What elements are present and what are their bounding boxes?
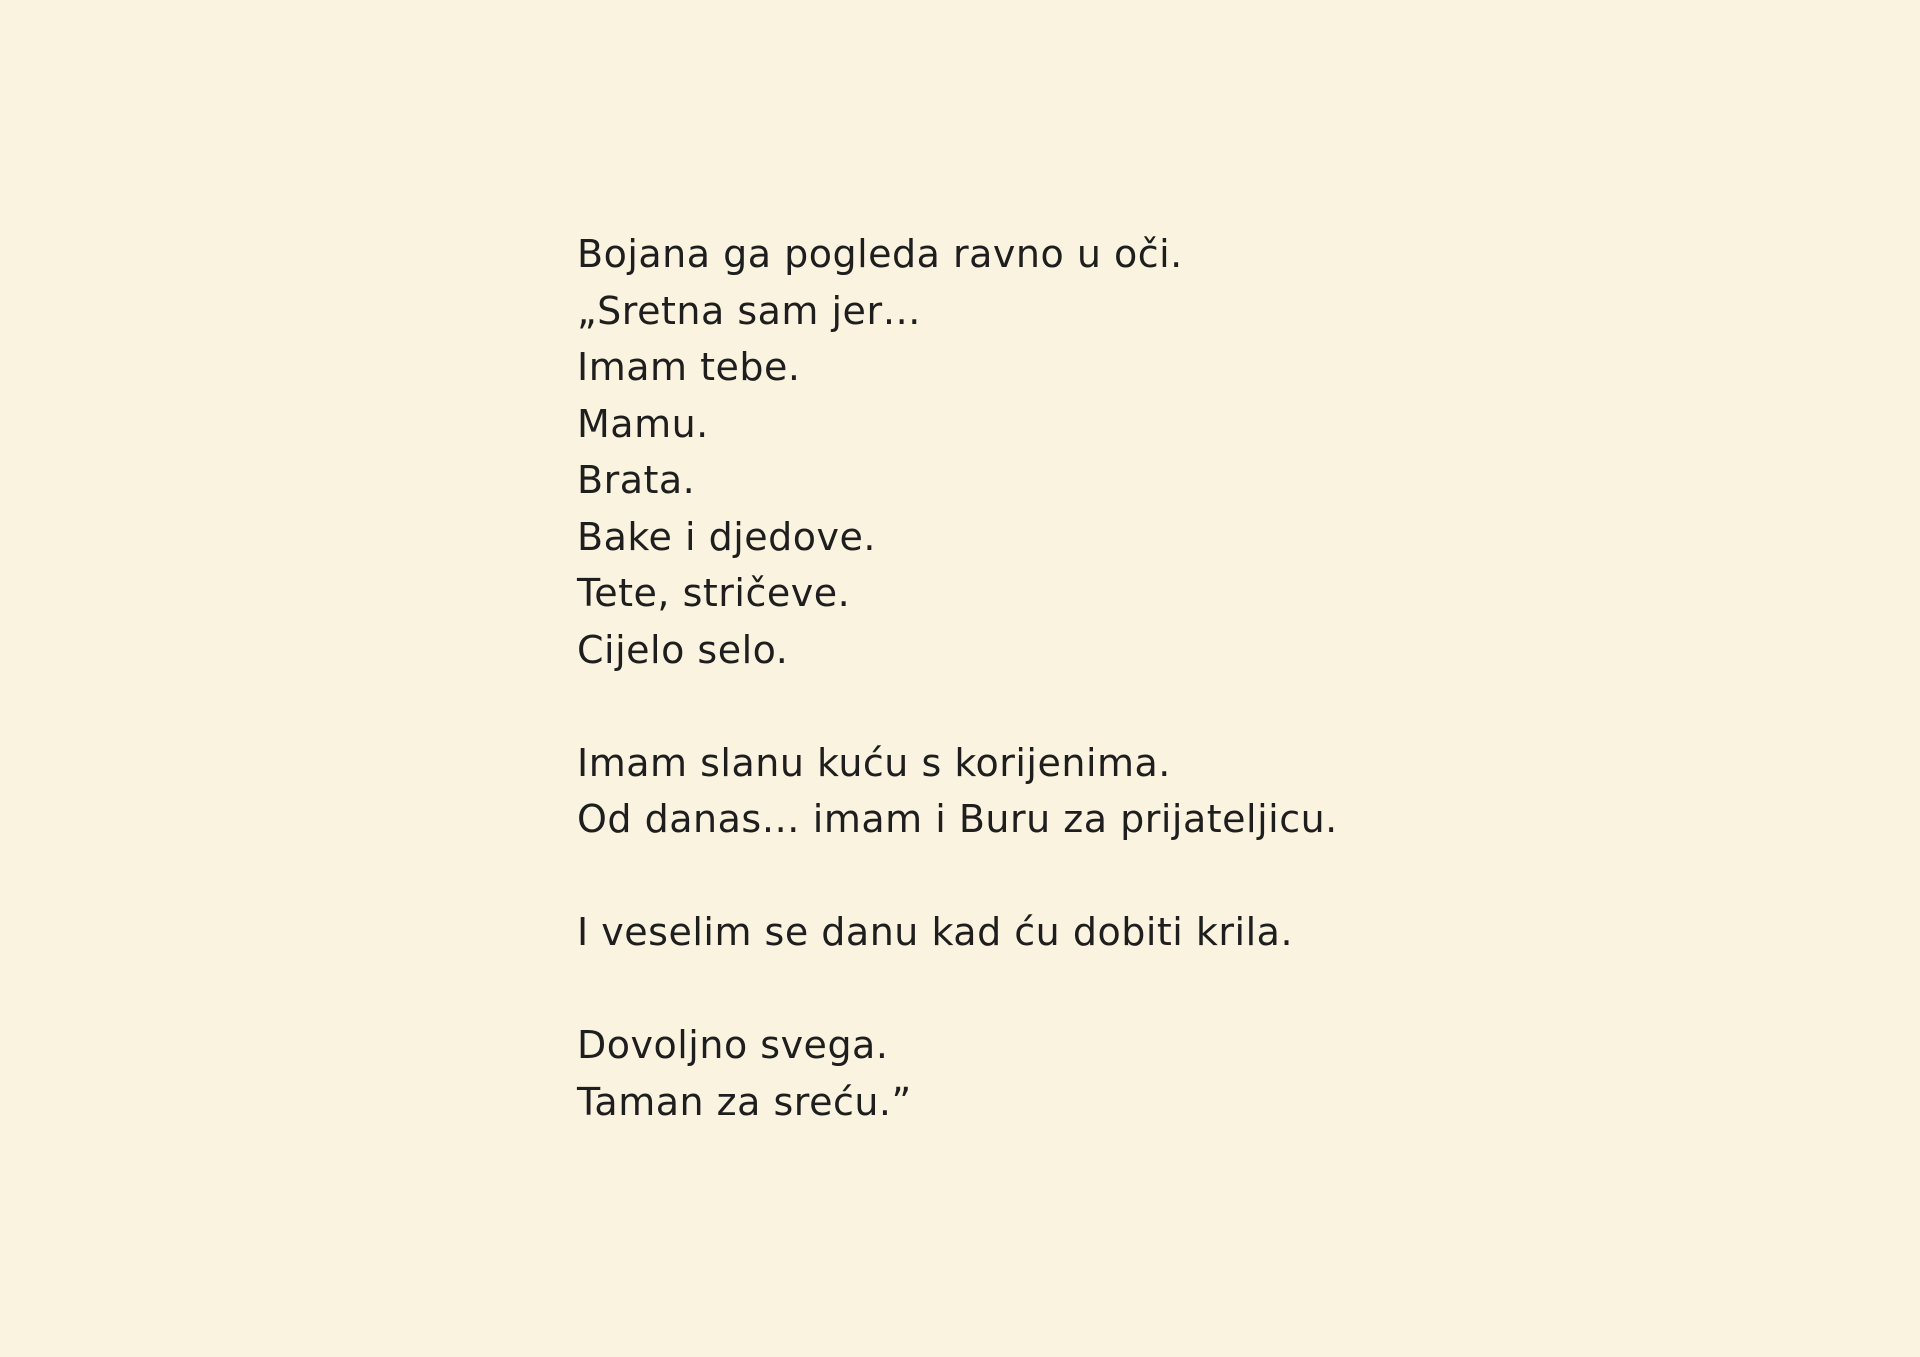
text-line: Bojana ga pogleda ravno u oči. xyxy=(577,232,1183,276)
text-line: „Sretna sam jer… xyxy=(577,288,922,333)
text-line: I veselim se danu kad ću dobiti krila. xyxy=(577,910,1294,954)
text-line: Taman za sreću.” xyxy=(577,1079,912,1124)
text-line: Imam slanu kuću s korijenima. xyxy=(577,740,1171,785)
text-line: Bake i djedove. xyxy=(577,514,876,559)
stanza-4 xyxy=(577,1017,1777,1130)
stanza-2 xyxy=(577,735,1777,848)
text-line: Mamu. xyxy=(577,401,709,446)
text-line: Cijelo selo. xyxy=(577,627,789,672)
story-text xyxy=(577,226,1777,1130)
text-line: Od danas… imam i Buru za prijateljicu. xyxy=(577,797,1338,841)
text-line: Brata. xyxy=(577,458,696,502)
text-line: Imam tebe. xyxy=(577,345,801,389)
text-line: Tete, stričeve. xyxy=(577,571,851,615)
stanza-1 xyxy=(577,226,1777,678)
text-line: Dovoljno svega. xyxy=(577,1023,889,1067)
stanza-3 xyxy=(577,904,1777,961)
